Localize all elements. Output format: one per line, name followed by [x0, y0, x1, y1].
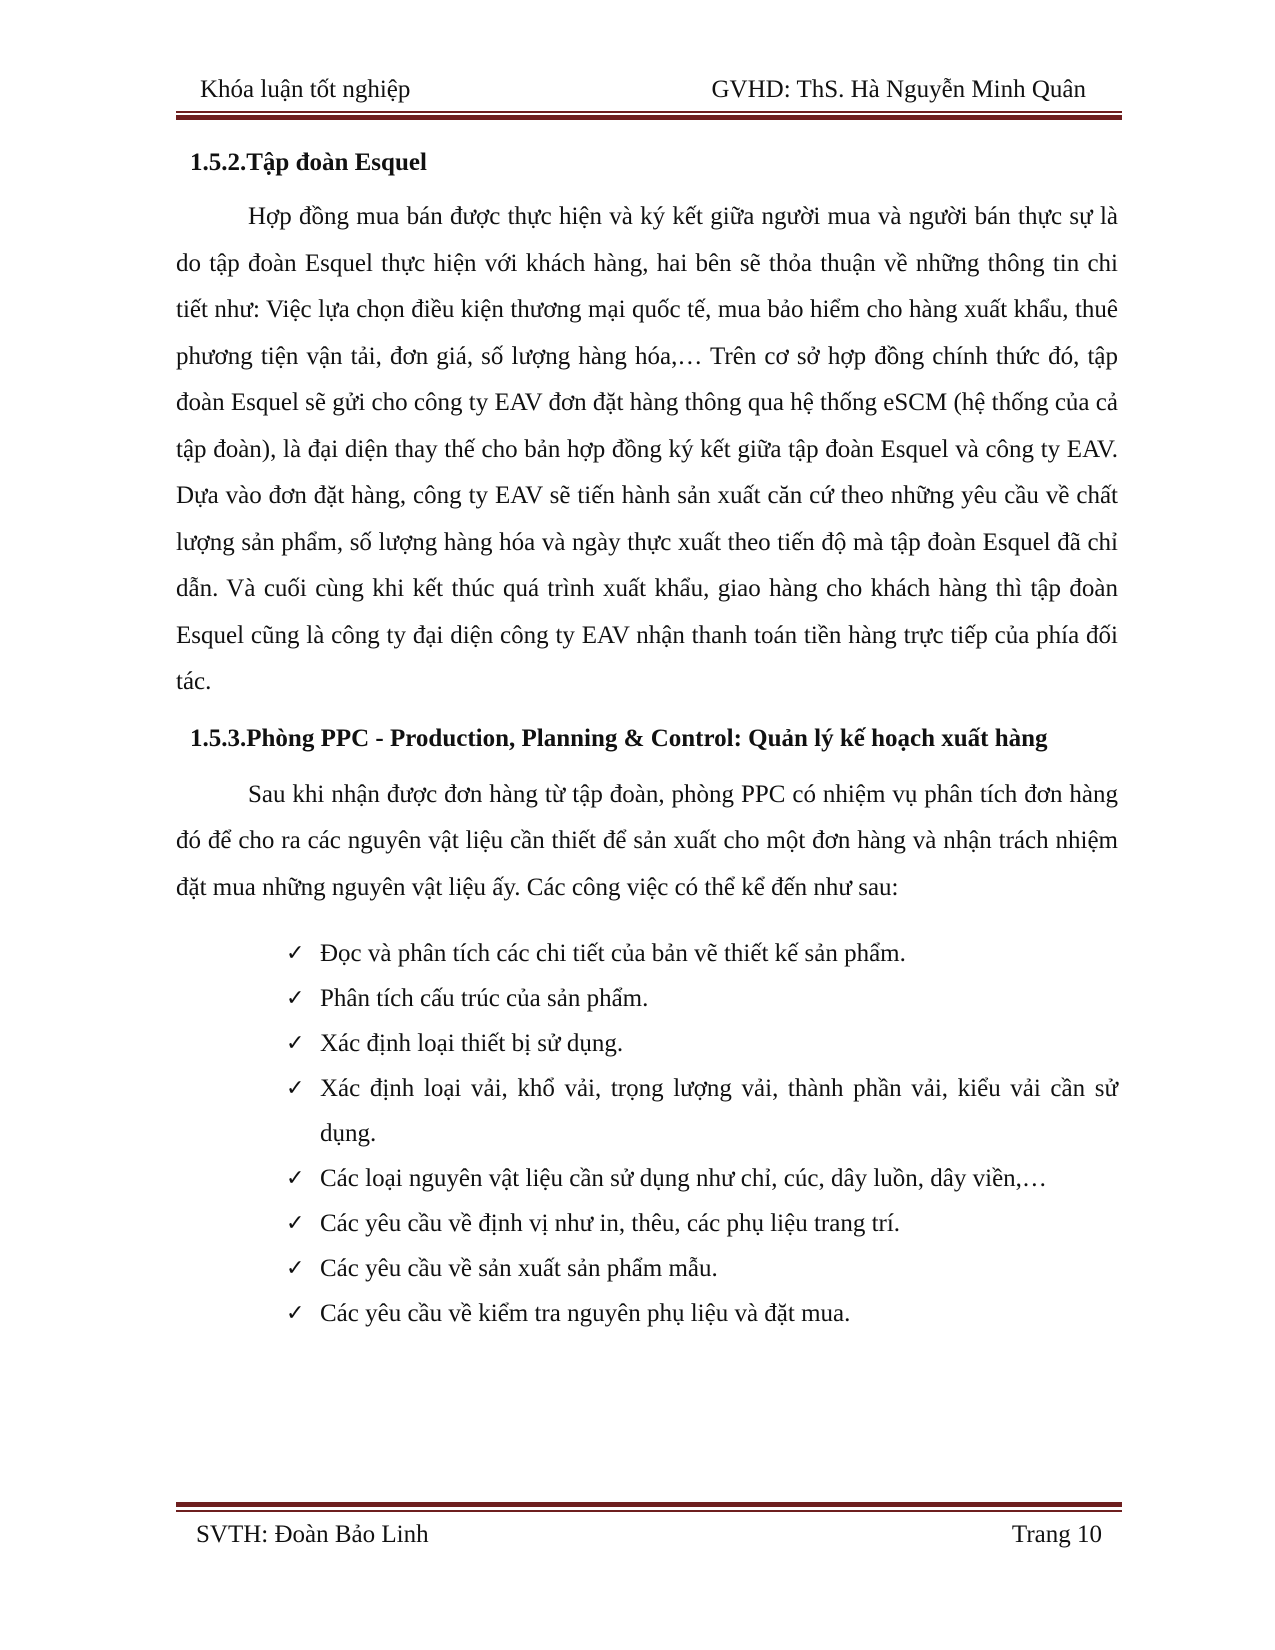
list-item — [176, 931, 1118, 976]
header-left-text: Khóa luận tốt nghiệp — [200, 76, 411, 103]
list-item-text: Xác định loại thiết bị sử dụng. — [320, 1030, 624, 1057]
list-item-text: Các yêu cầu về kiểm tra nguyên phụ liệu và đặt mua. — [320, 1300, 851, 1327]
checkmark-icon: ✓ — [286, 1301, 305, 1326]
footer-divider-thin — [176, 1510, 1122, 1512]
footer-left-text: SVTH: Đoàn Bảo Linh — [196, 1521, 429, 1548]
list-item — [176, 1291, 1118, 1336]
list-item-text: Các yêu cầu về định vị như in, thêu, các phụ liệu trang trí. — [320, 1210, 901, 1237]
section-paragraph-esquel: Hợp đồng mua bán được thực hiện và ký kết giữa người mua và người bán thực sự là do tập đoàn Esquel thực hiện với khách hàng, hai bên sẽ thỏa thuận về những thông tin chi tiết như: Việc lựa chọn điều kiện thương mại quốc tế, mua bảo hiểm cho hàng xuất khẩu, thuê phương tiện vận tải, đơn giá, số lượng hàng hóa,… Trên cơ sở hợp đồng chính thức đó, tập đoàn Esquel sẽ gửi cho công ty EAV đơn đặt hàng thông qua hệ thống eSCM (hệ thống của cả tập đoàn), là đại diện thay thế cho bản hợp đồng ký kết giữa tập đoàn Esquel và công ty EAV. Dựa vào đơn đặt hàng, công ty EAV sẽ tiến hành sản xuất căn cứ theo những yêu cầu về chất lượng sản phẩm, số lượng hàng hóa và ngày thực xuất theo tiến độ mà tập đoàn Esquel đã chỉ dẫn. Và cuối cùng khi kết thúc quá trình xuất khẩu, giao hàng cho khách hàng thì tập đoàn Esquel cũng là công ty đại diện công ty EAV nhận thanh toán tiền hàng trực tiếp của phía đối tác. — [176, 203, 1118, 695]
list-item — [176, 1201, 1118, 1246]
list-item-text: Phân tích cấu trúc của sản phẩm. — [320, 985, 649, 1012]
checkmark-icon: ✓ — [286, 941, 305, 966]
checkmark-icon: ✓ — [286, 1031, 305, 1056]
section-heading-ppc: 1.5.3.Phòng PPC - Production, Planning & Control: Quản lý kế hoạch xuất hàng — [190, 724, 1048, 752]
header-divider-thin — [176, 111, 1122, 113]
checkmark-icon: ✓ — [286, 1166, 305, 1191]
checkmark-icon: ✓ — [286, 1256, 305, 1281]
checkmark-icon: ✓ — [286, 986, 305, 1011]
list-item — [176, 1156, 1118, 1201]
list-item — [176, 976, 1118, 1021]
header-right-text: GVHD: ThS. Hà Nguyễn Minh Quân — [711, 76, 1086, 103]
list-item-text: Các yêu cầu về sản xuất sản phẩm mẫu. — [320, 1255, 718, 1282]
section-heading-esquel: 1.5.2.Tập đoàn Esquel — [190, 149, 427, 176]
checkmark-icon: ✓ — [286, 1211, 305, 1236]
footer-divider-thick — [176, 1502, 1122, 1507]
list-item — [176, 1246, 1118, 1291]
checkmark-icon: ✓ — [286, 1076, 305, 1101]
task-checklist — [176, 931, 1118, 1336]
page-content — [176, 140, 1118, 1336]
list-item — [176, 1021, 1118, 1066]
section-paragraph-ppc: Sau khi nhận được đơn hàng từ tập đoàn, phòng PPC có nhiệm vụ phân tích đơn hàng đó để cho ra các nguyên vật liệu cần thiết để sản xuất cho một đơn hàng và nhận trách nhiệm đặt mua những nguyên vật liệu ấy. Các công việc có thể kể đến như sau: — [176, 780, 1118, 901]
list-item-text: Các loại nguyên vật liệu cần sử dụng như chỉ, cúc, dây luồn, dây viền,… — [320, 1165, 1047, 1192]
list-item — [176, 1066, 1118, 1156]
list-item-text: Xác định loại vải, khổ vải, trọng lượng vải, thành phần vải, kiểu vải cần sử dụng. — [320, 1075, 1118, 1147]
header-divider-thick — [176, 115, 1122, 120]
list-item-text: Đọc và phân tích các chi tiết của bản vẽ thiết kế sản phẩm. — [320, 940, 906, 967]
footer-page-number: Trang 10 — [1011, 1521, 1102, 1548]
